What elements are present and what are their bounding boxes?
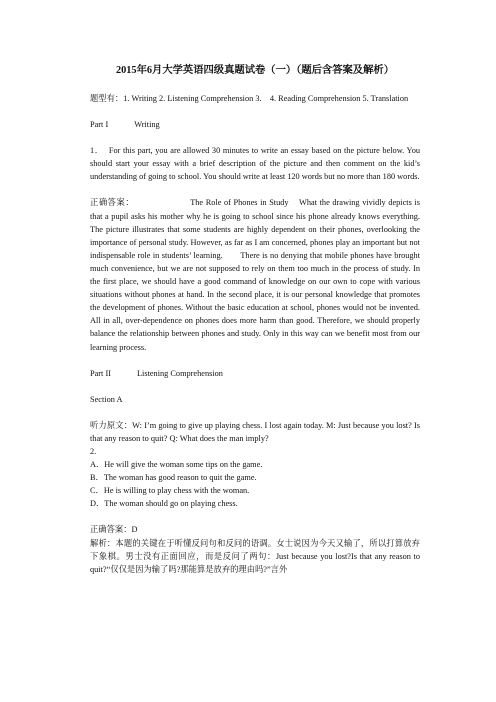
analysis — [90, 537, 420, 576]
option-b: B．The woman has good reason to quit the game. — [90, 473, 257, 483]
option-c: C．He is willing to play chess with the woman. — [90, 486, 250, 496]
analysis-label: 解析： — [90, 538, 116, 548]
listening-text: W: I’m going to give up playing chess. I lost again today. M: Just because you lost? Is that any reason to quit? Q: What does the man imply? — [90, 420, 420, 443]
part1-heading — [90, 118, 420, 131]
question-1 — [90, 144, 420, 183]
section-a-heading: Section A — [90, 394, 123, 404]
question-1-number: 1． — [90, 146, 104, 156]
essay-text: What the drawing vividly depicts is that a pupil asks his mother why he is going to school since his phone already knows everything. The picture illustrates that some students are highly dependent on their phones, overlooking the importance of personal study. However, as far as I am concerned, phones play an important but not indispensable role in students’ learning. There is no denying that mobile phones have brought much convenience, but we are not supposed to rely on them too much in the process of study. In the first place, we should have a good command of knowledge on our own to cope with various situations without phones at hand. In the second place, it is our personal knowledge that promotes the development of phones. Without the basic education at school, phones would not be invented. All in all, over-dependence on phones does more harm than good. Therefore, we should properly balance the relationship between phones and study. Only in this way can we benefit most from our learning process. — [90, 198, 437, 352]
question-2-number: 2. — [90, 446, 97, 456]
answer-2-value: D — [131, 525, 138, 535]
analysis-text: 本题的关键在于听懂反问句和反问的语调。女士说因为今天又输了，所以打算放弃下象棋。男士没有正面回应，而是反问了两句：Just because you lost?Is that any reason to quit?“仅仅是因为输了吗?那能算是放弃的理由吗?”言外 — [90, 538, 420, 574]
option-a: A．He will give the woman some tips on the game. — [90, 460, 263, 470]
part2-heading — [90, 367, 420, 380]
answer-2 — [90, 523, 420, 536]
answer-2-label: 正确答案： — [90, 525, 132, 535]
listening-script — [90, 419, 420, 445]
part1-label: Part I — [90, 120, 109, 130]
listening-label: 听力原文： — [90, 420, 133, 430]
question-1-text: For this part, you are allowed 30 minutes to write an essay based on the picture below. You should start your essay with a brief description of the picture and then comment on the kid’s understanding of going to school. You should write at least 120 words but no more than 180 words. — [90, 146, 421, 182]
part2-name: Listening Comprehension — [136, 368, 223, 378]
part2-label: Part II — [90, 368, 111, 378]
question-2-options — [90, 458, 420, 510]
option-d: D．The woman should go on playing chess. — [90, 499, 238, 509]
part1-name: Writing — [134, 120, 160, 130]
document-title: 2015年6月大学英语四级真题试卷（一）（题后含答案及解析） — [115, 65, 394, 76]
question-types: 题型有：1. Writing 2. Listening Comprehension 3. 4. Reading Comprehension 5. Translation — [90, 94, 409, 103]
document-body — [90, 64, 437, 576]
answer-1 — [90, 196, 437, 353]
answer-1-label: 正确答案： — [90, 198, 135, 208]
essay-title: The Role of Phones in Study — [190, 198, 289, 208]
